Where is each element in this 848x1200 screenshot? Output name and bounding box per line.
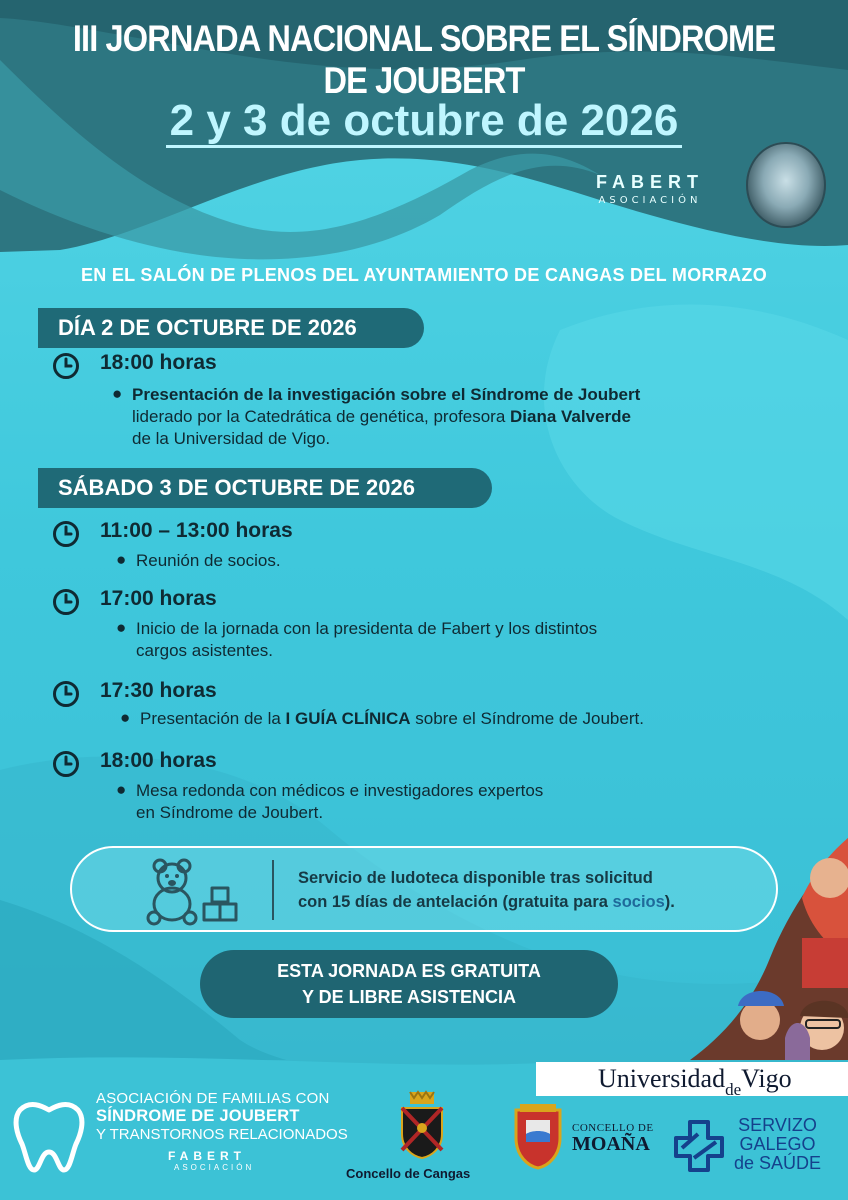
ludoteca-text: Servicio de ludoteca disponible tras solicitud con 15 días de antelación (gratuita para socios). <box>298 869 675 911</box>
tooth-icon <box>10 1100 88 1174</box>
cangas-coat-of-arms-icon <box>398 1090 446 1160</box>
day1-header: DÍA 2 DE OCTUBRE DE 2026 <box>38 308 424 348</box>
day2-slot-1-desc: ● Reunión de socios. <box>116 550 281 570</box>
slot-time: 17:00 horas <box>100 587 217 610</box>
bullet-icon: ● <box>112 384 123 403</box>
association-logo: ASOCIACIÓN DE FAMILIAS CON SÍNDROME DE JOUBERT Y TRANSTORNOS RELACIONADOS FABERT ASOCIACIÓN <box>96 1090 348 1172</box>
teddy-bear-blocks-icon <box>140 858 240 926</box>
clock-icon <box>52 352 80 380</box>
slot-time: 11:00 – 13:00 horas <box>100 519 293 542</box>
bullet-icon: ● <box>116 618 127 637</box>
concello-moana-label: CONCELLO DE MOAÑA <box>572 1122 654 1155</box>
slot-time: 18:00 horas <box>100 749 217 772</box>
servizo-galego-saude-label: SERVIZO GALEGO de SAÚDE <box>734 1115 822 1173</box>
concello-cangas-label: Concello de Cangas <box>346 1166 471 1181</box>
day2-slot-3-desc: ● Presentación de la I GUÍA CLÍNICA sobre el Síndrome de Joubert. <box>120 708 644 728</box>
moana-coat-of-arms-icon <box>510 1104 566 1170</box>
day1-slot-1-desc: ● Presentación de la investigación sobre el Síndrome de Joubert liderado por la Catedrática de genética, profesora Diana Valverde de la Universidad de Vigo. <box>112 384 641 448</box>
bullet-icon: ● <box>116 550 127 569</box>
bullet-icon: ● <box>116 780 127 799</box>
event-title: III JORNADA NACIONAL SOBRE EL SÍNDROME DE JOUBERT <box>72 18 776 101</box>
clock-icon <box>52 520 80 548</box>
universidad-de-vigo-logo: Universidad$_{de}$Vigo <box>598 1064 792 1099</box>
venue: EN EL SALÓN DE PLENOS DEL AYUNTAMIENTO DE CANGAS DEL MORRAZO <box>80 265 768 285</box>
event-date: 2 y 3 de octubre de 2026 <box>0 96 848 146</box>
slot-time: 17:30 horas <box>100 679 217 702</box>
fabert-logo <box>575 172 725 206</box>
fabert-logo-word: FABERT <box>596 172 704 192</box>
clock-icon <box>52 588 80 616</box>
day2-slot-4-desc: ● Mesa redonda con médicos e investigadores expertos en Síndrome de Joubert. <box>116 780 544 822</box>
fabert-logo-sub: ASOCIACIÓN <box>598 195 702 206</box>
clock-icon <box>52 750 80 778</box>
bullet-icon: ● <box>120 708 131 727</box>
brain-scan-image <box>746 142 826 228</box>
day2-slot-2-desc: ● Inicio de la jornada con la presidenta de Fabert y los distintos cargos asistentes. <box>116 618 598 660</box>
clock-icon <box>52 680 80 708</box>
children-photo <box>690 838 848 1060</box>
divider <box>272 860 274 920</box>
slot-time: 18:00 horas <box>100 351 217 374</box>
free-admission-banner: ESTA JORNADA ES GRATUITA Y DE LIBRE ASISTENCIA <box>200 950 618 1018</box>
day2-header: SÁBADO 3 DE OCTUBRE DE 2026 <box>38 468 492 508</box>
sergas-cross-icon <box>672 1118 726 1174</box>
ludoteca-box <box>70 846 778 932</box>
